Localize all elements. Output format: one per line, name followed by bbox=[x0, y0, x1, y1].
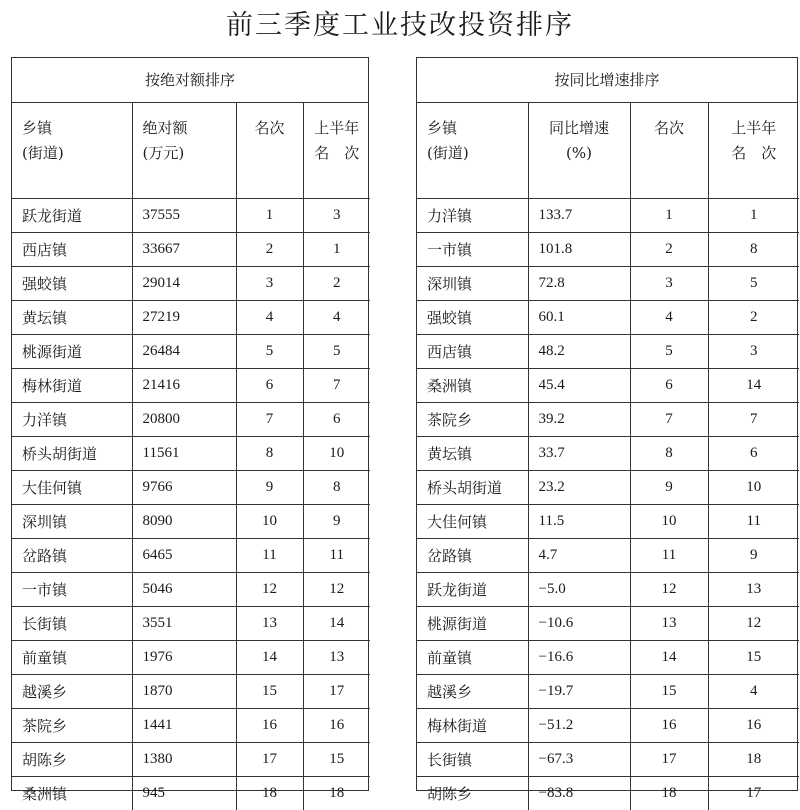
table-row bbox=[12, 505, 370, 539]
town-name-cell: 大佳何镇 bbox=[417, 505, 528, 539]
table-row bbox=[417, 437, 799, 471]
prev-rank-cell: 10 bbox=[303, 437, 370, 471]
growth-rate-cell: 4.7 bbox=[528, 539, 630, 573]
rank-cell: 9 bbox=[236, 471, 303, 505]
table-row bbox=[417, 403, 799, 437]
rank-cell: 2 bbox=[236, 233, 303, 267]
prev-rank-cell: 4 bbox=[708, 675, 799, 709]
page-title: 前三季度工业技改投资排序 bbox=[0, 8, 800, 44]
growth-rate-cell: −5.0 bbox=[528, 573, 630, 607]
prev-rank-cell: 3 bbox=[303, 199, 370, 233]
town-name-cell: 胡陈乡 bbox=[12, 743, 132, 777]
town-name-cell: 大佳何镇 bbox=[12, 471, 132, 505]
prev-rank-cell: 1 bbox=[708, 199, 799, 233]
amount-cell: 1976 bbox=[132, 641, 236, 675]
table-row bbox=[417, 607, 799, 641]
prev-rank-cell: 9 bbox=[303, 505, 370, 539]
table-row bbox=[417, 199, 799, 233]
prev-rank-cell: 4 bbox=[303, 301, 370, 335]
column-header-amount: 绝对额 (万元) bbox=[132, 102, 236, 199]
table-row bbox=[12, 709, 370, 743]
table-row bbox=[12, 199, 370, 233]
growth-rate-cell: −51.2 bbox=[528, 709, 630, 743]
amount-cell: 29014 bbox=[132, 267, 236, 301]
rank-cell: 11 bbox=[236, 539, 303, 573]
table-row bbox=[12, 641, 370, 675]
amount-cell: 945 bbox=[132, 777, 236, 810]
prev-rank-cell: 17 bbox=[708, 777, 799, 810]
town-name-cell: 桑洲镇 bbox=[417, 369, 528, 403]
growth-rate-cell: 72.8 bbox=[528, 267, 630, 301]
column-header-prev-rank: 上半年 名 次 bbox=[708, 102, 799, 199]
rank-cell: 15 bbox=[630, 675, 708, 709]
rank-cell: 6 bbox=[236, 369, 303, 403]
growth-rate-cell: 48.2 bbox=[528, 335, 630, 369]
table-row bbox=[12, 335, 370, 369]
rank-cell: 7 bbox=[630, 403, 708, 437]
amount-cell: 1441 bbox=[132, 709, 236, 743]
growth-rate-cell: −83.8 bbox=[528, 777, 630, 810]
amount-cell: 1380 bbox=[132, 743, 236, 777]
town-name-cell: 西店镇 bbox=[417, 335, 528, 369]
prev-rank-cell: 2 bbox=[303, 267, 370, 301]
prev-rank-cell: 11 bbox=[708, 505, 799, 539]
growth-rate-cell: 23.2 bbox=[528, 471, 630, 505]
table-row bbox=[12, 437, 370, 471]
town-name-cell: 桃源街道 bbox=[417, 607, 528, 641]
town-name-cell: 长街镇 bbox=[417, 743, 528, 777]
town-name-cell: 力洋镇 bbox=[417, 199, 528, 233]
town-name-cell: 茶院乡 bbox=[417, 403, 528, 437]
rank-cell: 3 bbox=[630, 267, 708, 301]
absolute-amount-table bbox=[12, 102, 370, 810]
prev-rank-cell: 1 bbox=[303, 233, 370, 267]
table-row bbox=[417, 539, 799, 573]
town-name-cell: 胡陈乡 bbox=[417, 777, 528, 810]
prev-rank-cell: 8 bbox=[303, 471, 370, 505]
rank-cell: 1 bbox=[236, 199, 303, 233]
column-header-rank: 名次 bbox=[236, 102, 303, 199]
table-row bbox=[12, 777, 370, 810]
town-name-cell: 跃龙街道 bbox=[12, 199, 132, 233]
table-row bbox=[417, 267, 799, 301]
prev-rank-cell: 12 bbox=[303, 573, 370, 607]
rank-cell: 10 bbox=[630, 505, 708, 539]
amount-cell: 9766 bbox=[132, 471, 236, 505]
prev-rank-cell: 2 bbox=[708, 301, 799, 335]
prev-rank-cell: 3 bbox=[708, 335, 799, 369]
table-row bbox=[417, 505, 799, 539]
amount-cell: 8090 bbox=[132, 505, 236, 539]
prev-rank-cell: 15 bbox=[708, 641, 799, 675]
prev-rank-cell: 13 bbox=[708, 573, 799, 607]
rank-cell: 3 bbox=[236, 267, 303, 301]
town-name-cell: 岔路镇 bbox=[12, 539, 132, 573]
town-name-cell: 黄坛镇 bbox=[417, 437, 528, 471]
growth-rate-cell: 39.2 bbox=[528, 403, 630, 437]
table-header-row bbox=[12, 102, 370, 199]
table-row bbox=[12, 301, 370, 335]
table-row bbox=[12, 573, 370, 607]
growth-rate-table bbox=[417, 102, 799, 810]
amount-cell: 11561 bbox=[132, 437, 236, 471]
table-row bbox=[417, 709, 799, 743]
table-row bbox=[417, 641, 799, 675]
amount-cell: 37555 bbox=[132, 199, 236, 233]
growth-rate-cell: 11.5 bbox=[528, 505, 630, 539]
column-header-town: 乡镇 (街道) bbox=[12, 102, 132, 199]
rank-cell: 16 bbox=[630, 709, 708, 743]
town-name-cell: 黄坛镇 bbox=[12, 301, 132, 335]
prev-rank-cell: 5 bbox=[708, 267, 799, 301]
absolute-amount-heading: 按绝对额排序 bbox=[12, 58, 368, 103]
absolute-amount-panel bbox=[11, 57, 369, 791]
amount-cell: 20800 bbox=[132, 403, 236, 437]
prev-rank-cell: 12 bbox=[708, 607, 799, 641]
town-name-cell: 梅林街道 bbox=[417, 709, 528, 743]
prev-rank-cell: 18 bbox=[708, 743, 799, 777]
amount-cell: 6465 bbox=[132, 539, 236, 573]
town-name-cell: 桃源街道 bbox=[12, 335, 132, 369]
rank-cell: 14 bbox=[630, 641, 708, 675]
rank-cell: 18 bbox=[236, 777, 303, 810]
amount-cell: 26484 bbox=[132, 335, 236, 369]
rank-cell: 8 bbox=[236, 437, 303, 471]
table-row bbox=[12, 675, 370, 709]
table-row bbox=[417, 369, 799, 403]
growth-rate-cell: 60.1 bbox=[528, 301, 630, 335]
amount-cell: 33667 bbox=[132, 233, 236, 267]
table-row bbox=[12, 369, 370, 403]
table-row bbox=[12, 607, 370, 641]
table-header-row bbox=[417, 102, 799, 199]
prev-rank-cell: 6 bbox=[708, 437, 799, 471]
growth-rate-cell: 101.8 bbox=[528, 233, 630, 267]
prev-rank-cell: 16 bbox=[708, 709, 799, 743]
prev-rank-cell: 14 bbox=[708, 369, 799, 403]
town-name-cell: 深圳镇 bbox=[12, 505, 132, 539]
table-row bbox=[12, 403, 370, 437]
town-name-cell: 跃龙街道 bbox=[417, 573, 528, 607]
town-name-cell: 岔路镇 bbox=[417, 539, 528, 573]
prev-rank-cell: 5 bbox=[303, 335, 370, 369]
prev-rank-cell: 11 bbox=[303, 539, 370, 573]
prev-rank-cell: 6 bbox=[303, 403, 370, 437]
prev-rank-cell: 13 bbox=[303, 641, 370, 675]
table-row bbox=[417, 301, 799, 335]
table-row bbox=[12, 233, 370, 267]
town-name-cell: 一市镇 bbox=[12, 573, 132, 607]
rank-cell: 13 bbox=[630, 607, 708, 641]
growth-rate-cell: −19.7 bbox=[528, 675, 630, 709]
town-name-cell: 深圳镇 bbox=[417, 267, 528, 301]
rank-cell: 12 bbox=[630, 573, 708, 607]
rank-cell: 8 bbox=[630, 437, 708, 471]
town-name-cell: 前童镇 bbox=[12, 641, 132, 675]
table-row bbox=[417, 471, 799, 505]
town-name-cell: 越溪乡 bbox=[12, 675, 132, 709]
rank-cell: 4 bbox=[236, 301, 303, 335]
column-header-growth: 同比增速 (%) bbox=[528, 102, 630, 199]
amount-cell: 27219 bbox=[132, 301, 236, 335]
town-name-cell: 梅林街道 bbox=[12, 369, 132, 403]
rank-cell: 5 bbox=[630, 335, 708, 369]
rank-cell: 15 bbox=[236, 675, 303, 709]
prev-rank-cell: 14 bbox=[303, 607, 370, 641]
town-name-cell: 长街镇 bbox=[12, 607, 132, 641]
town-name-cell: 力洋镇 bbox=[12, 403, 132, 437]
prev-rank-cell: 7 bbox=[708, 403, 799, 437]
rank-cell: 6 bbox=[630, 369, 708, 403]
rank-cell: 1 bbox=[630, 199, 708, 233]
table-row bbox=[417, 743, 799, 777]
rank-cell: 18 bbox=[630, 777, 708, 810]
column-header-rank: 名次 bbox=[630, 102, 708, 199]
growth-rate-cell: −67.3 bbox=[528, 743, 630, 777]
amount-cell: 21416 bbox=[132, 369, 236, 403]
table-row bbox=[417, 335, 799, 369]
rank-cell: 9 bbox=[630, 471, 708, 505]
town-name-cell: 前童镇 bbox=[417, 641, 528, 675]
table-row bbox=[417, 233, 799, 267]
town-name-cell: 强蛟镇 bbox=[12, 267, 132, 301]
prev-rank-cell: 8 bbox=[708, 233, 799, 267]
town-name-cell: 一市镇 bbox=[417, 233, 528, 267]
town-name-cell: 桑洲镇 bbox=[12, 777, 132, 810]
prev-rank-cell: 16 bbox=[303, 709, 370, 743]
table-row bbox=[12, 743, 370, 777]
rank-cell: 14 bbox=[236, 641, 303, 675]
table-row bbox=[12, 471, 370, 505]
amount-cell: 1870 bbox=[132, 675, 236, 709]
prev-rank-cell: 7 bbox=[303, 369, 370, 403]
town-name-cell: 茶院乡 bbox=[12, 709, 132, 743]
prev-rank-cell: 15 bbox=[303, 743, 370, 777]
growth-rate-cell: −10.6 bbox=[528, 607, 630, 641]
town-name-cell: 桥头胡街道 bbox=[12, 437, 132, 471]
rank-cell: 12 bbox=[236, 573, 303, 607]
column-header-town: 乡镇 (街道) bbox=[417, 102, 528, 199]
prev-rank-cell: 9 bbox=[708, 539, 799, 573]
rank-cell: 2 bbox=[630, 233, 708, 267]
growth-rate-cell: 45.4 bbox=[528, 369, 630, 403]
rank-cell: 17 bbox=[630, 743, 708, 777]
rank-cell: 16 bbox=[236, 709, 303, 743]
growth-rate-panel bbox=[416, 57, 798, 791]
table-row bbox=[417, 573, 799, 607]
growth-rate-cell: −16.6 bbox=[528, 641, 630, 675]
rank-cell: 13 bbox=[236, 607, 303, 641]
table-row bbox=[417, 777, 799, 810]
town-name-cell: 桥头胡街道 bbox=[417, 471, 528, 505]
rank-cell: 7 bbox=[236, 403, 303, 437]
rank-cell: 5 bbox=[236, 335, 303, 369]
column-header-prev-rank: 上半年 名 次 bbox=[303, 102, 370, 199]
table-row bbox=[12, 267, 370, 301]
growth-rate-cell: 33.7 bbox=[528, 437, 630, 471]
prev-rank-cell: 17 bbox=[303, 675, 370, 709]
town-name-cell: 西店镇 bbox=[12, 233, 132, 267]
amount-cell: 3551 bbox=[132, 607, 236, 641]
rank-cell: 17 bbox=[236, 743, 303, 777]
prev-rank-cell: 18 bbox=[303, 777, 370, 810]
rank-cell: 11 bbox=[630, 539, 708, 573]
table-row bbox=[12, 539, 370, 573]
town-name-cell: 强蛟镇 bbox=[417, 301, 528, 335]
growth-rate-heading: 按同比增速排序 bbox=[417, 58, 797, 103]
town-name-cell: 越溪乡 bbox=[417, 675, 528, 709]
rank-cell: 4 bbox=[630, 301, 708, 335]
prev-rank-cell: 10 bbox=[708, 471, 799, 505]
table-row bbox=[417, 675, 799, 709]
amount-cell: 5046 bbox=[132, 573, 236, 607]
growth-rate-cell: 133.7 bbox=[528, 199, 630, 233]
rank-cell: 10 bbox=[236, 505, 303, 539]
